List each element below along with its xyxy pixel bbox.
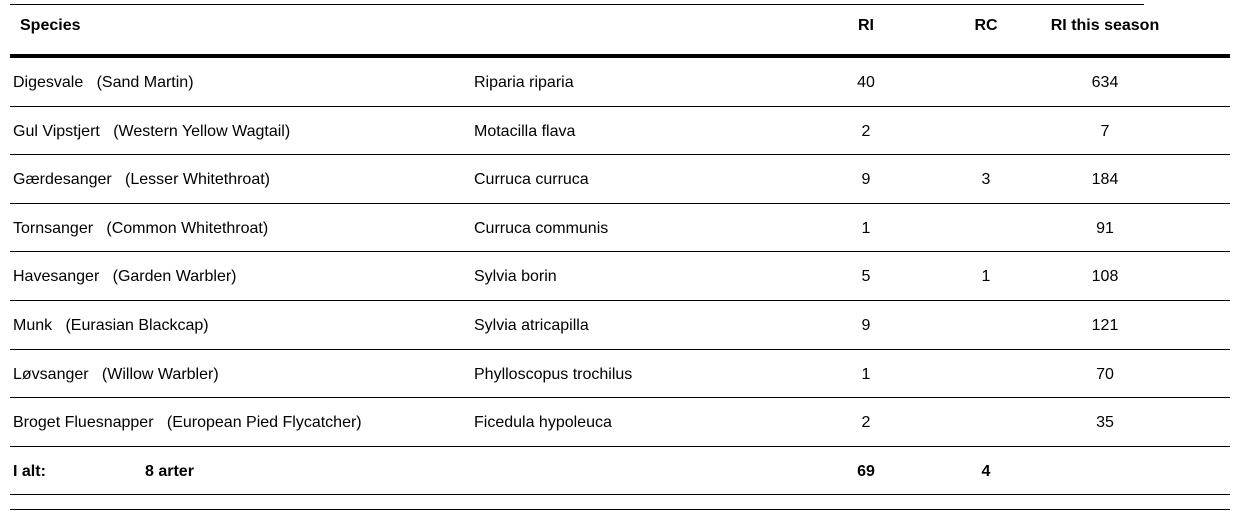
header-ri-this-season: RI this season [1050,17,1160,34]
latin-name: Riparia riparia [474,74,574,91]
total-row [10,447,1230,496]
bottom-rule [10,509,1230,510]
table-row [10,398,1230,447]
total-label: I alt: [13,462,46,480]
latin-name: Sylvia atricapilla [474,316,589,334]
latin-name: Motacilla flava [474,122,576,140]
season-value: 634 [1091,74,1119,91]
season-value: 70 [1096,365,1114,383]
ri-value: 1 [861,365,871,383]
species-name: Havesanger (Garden Warbler) [13,268,237,286]
species-name: Munk (Eurasian Blackcap) [13,316,209,334]
latin-name: Sylvia borin [474,268,557,286]
ri-value: 9 [861,316,871,334]
ri-value: 1 [861,219,871,237]
latin-name: Curruca communis [474,219,609,237]
rc-value: 3 [981,171,991,189]
ri-value: 9 [861,171,871,189]
ri-value: 40 [857,74,875,91]
season-value: 7 [1100,122,1110,140]
ri-value: 2 [861,414,871,432]
table-body [10,58,1230,495]
season-value: 91 [1096,219,1114,237]
table-row [10,107,1230,156]
header-rc: RC [974,17,998,34]
latin-name: Phylloscopus trochilus [474,365,633,383]
table-row [10,155,1230,204]
latin-name: Ficedula hypoleuca [474,414,612,432]
table-row [10,350,1230,399]
table-row [10,204,1230,253]
ri-value: 5 [861,268,871,286]
latin-name: Curruca curruca [474,171,589,189]
species-name: Løvsanger (Willow Warbler) [13,365,219,383]
season-value: 121 [1091,316,1119,334]
season-value: 108 [1091,268,1119,286]
table-row [10,58,1230,107]
season-value: 35 [1096,414,1114,432]
species-name: Gærdesanger (Lesser Whitethroat) [13,171,270,189]
table-header [10,5,1230,55]
rc-value: 1 [981,268,991,286]
table-row [10,301,1230,350]
table-row [10,252,1230,301]
total-rc: 4 [981,462,991,480]
header-ri: RI [858,17,874,34]
species-name: Tornsanger (Common Whitethroat) [13,219,269,237]
total-species-count: 8 arter [145,462,194,480]
species-name: Gul Vipstjert (Western Yellow Wagtail) [13,122,291,140]
header-species: Species [20,17,81,34]
species-name: Digesvale (Sand Martin) [13,74,194,91]
total-ri: 69 [857,462,875,480]
ri-value: 2 [861,122,871,140]
species-name: Broget Fluesnapper (European Pied Flycatcher) [13,414,362,432]
season-value: 184 [1091,171,1119,189]
